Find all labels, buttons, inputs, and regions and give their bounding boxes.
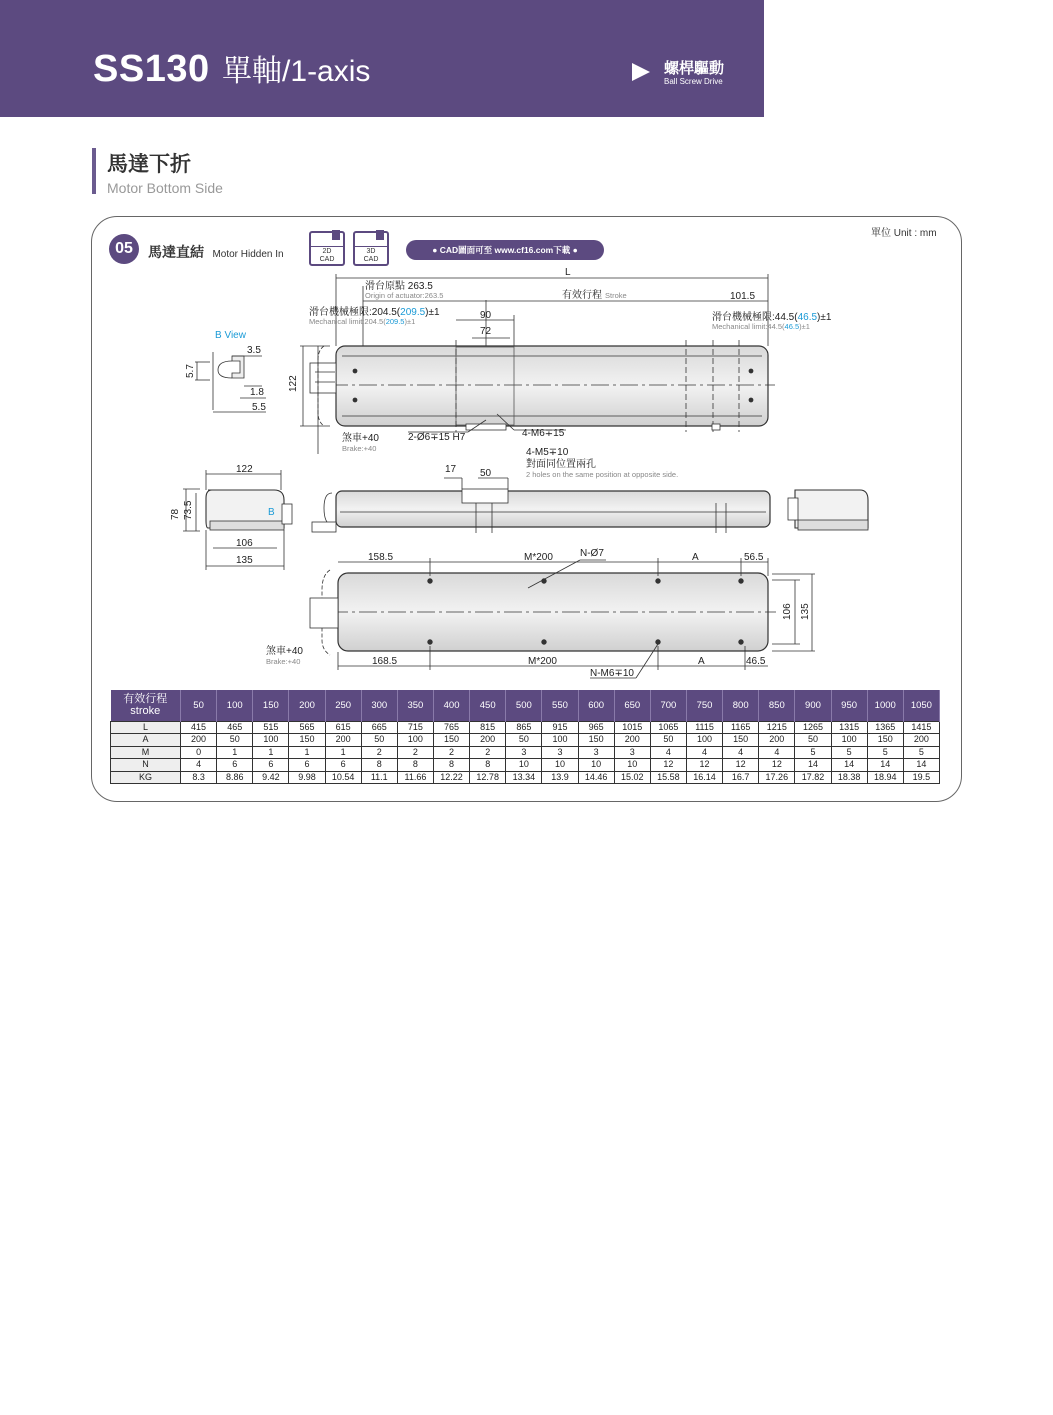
table-cell: 50 — [650, 734, 686, 747]
dim-78: 78 — [170, 508, 181, 520]
spec-table — [110, 690, 940, 784]
dim-135-vertical: 135 — [800, 603, 811, 620]
table-header-cell: 850 — [759, 690, 795, 721]
mech-limit-right-en: Mechanical limit:44.5(46.5)±1 — [712, 322, 810, 331]
table-cell: 50 — [361, 734, 397, 747]
table-header-cell: 700 — [650, 690, 686, 721]
table-row-label: L — [111, 721, 181, 734]
dim-72: 72 — [480, 326, 492, 337]
table-cell: 10 — [506, 759, 542, 772]
cad-3d-top: 3D — [366, 248, 376, 255]
table-cell: 6 — [253, 759, 289, 772]
table-cell: 10 — [578, 759, 614, 772]
table-cell: 10 — [614, 759, 650, 772]
table-header-cell: 400 — [433, 690, 469, 721]
brake-label-bottom-zh: 煞車+40 — [266, 646, 303, 657]
table-cell: 200 — [614, 734, 650, 747]
drive-zh: 螺桿驅動 — [664, 60, 725, 77]
table-cell: 200 — [181, 734, 217, 747]
end-view-right — [788, 490, 868, 530]
table-cell: 16.14 — [686, 771, 722, 784]
table-cell: 0 — [181, 746, 217, 759]
table-cell: 12.22 — [433, 771, 469, 784]
table-cell: 5 — [795, 746, 831, 759]
drive-en: Ball Screw Drive — [664, 77, 723, 86]
table-row-label: N — [111, 759, 181, 772]
table-cell: 1265 — [795, 721, 831, 734]
table-cell: 14 — [867, 759, 903, 772]
table-header-stroke: 有效行程 stroke — [111, 690, 181, 721]
table-header-cell: 950 — [831, 690, 867, 721]
unit-label: 單位 Unit : mm — [871, 228, 937, 239]
panel-subtitle-en: Motor Hidden In — [212, 249, 284, 260]
mech-limit-left-zh: 滑台機械極限:204.5(209.5)±1 — [309, 307, 440, 318]
dim-90: 90 — [480, 310, 492, 321]
table-header-cell: 600 — [578, 690, 614, 721]
top-view — [310, 340, 775, 432]
table-cell: 18.38 — [831, 771, 867, 784]
table-cell: 1 — [217, 746, 253, 759]
cad-2d-bottom: CAD — [319, 256, 335, 263]
table-cell: 765 — [433, 721, 469, 734]
table-cell: 50 — [795, 734, 831, 747]
table-header-cell: 150 — [253, 690, 289, 721]
table-cell: 50 — [217, 734, 253, 747]
nm6-hole-label: N-M6∓10 — [590, 668, 634, 679]
table-cell: 6 — [217, 759, 253, 772]
cad-3d-bottom: CAD — [363, 256, 379, 263]
dim-122-end: 122 — [236, 464, 253, 475]
table-header-cell: 1050 — [903, 690, 939, 721]
table-header-cell: 900 — [795, 690, 831, 721]
table-cell: 715 — [397, 721, 433, 734]
table-cell: 1165 — [723, 721, 759, 734]
cad-2d-top: 2D — [322, 248, 332, 255]
table-cell: 5 — [867, 746, 903, 759]
table-cell: 200 — [325, 734, 361, 747]
table-cell: 11.1 — [361, 771, 397, 784]
dim-56-5: 56.5 — [744, 552, 764, 563]
opposite-side-en: 2 holes on the same position at opposite side. — [526, 470, 679, 479]
table-cell: 1 — [325, 746, 361, 759]
table-row — [111, 771, 940, 784]
table-cell: 4 — [686, 746, 722, 759]
table-cell: 12 — [686, 759, 722, 772]
table-row — [111, 734, 940, 747]
table-cell: 465 — [217, 721, 253, 734]
table-row — [111, 746, 940, 759]
table-cell: 15.02 — [614, 771, 650, 784]
table-cell: 150 — [433, 734, 469, 747]
table-row — [111, 759, 940, 772]
table-row-label: KG — [111, 771, 181, 784]
table-cell: 50 — [506, 734, 542, 747]
mech-limit-right-zh: 滑台機械極限:44.5(46.5)±1 — [712, 312, 832, 323]
dim-135: 135 — [236, 555, 253, 566]
table-cell: 1015 — [614, 721, 650, 734]
table-cell: 3 — [506, 746, 542, 759]
table-cell: 12.78 — [470, 771, 506, 784]
table-cell: 2 — [361, 746, 397, 759]
table-cell: 2 — [433, 746, 469, 759]
table-cell: 665 — [361, 721, 397, 734]
table-cell: 1065 — [650, 721, 686, 734]
table-cell: 865 — [506, 721, 542, 734]
table-cell: 19.5 — [903, 771, 939, 784]
table-cell: 5 — [831, 746, 867, 759]
table-cell: 8.86 — [217, 771, 253, 784]
m5-hole-label: 4-M5∓10 — [526, 447, 569, 458]
stroke-label-en: Stroke — [605, 291, 627, 300]
opposite-side-zh: 對面同位置兩孔 — [526, 459, 596, 470]
table-header-cell: 450 — [470, 690, 506, 721]
table-cell: 18.94 — [867, 771, 903, 784]
dim-101-5: 101.5 — [730, 291, 756, 302]
table-cell: 12 — [650, 759, 686, 772]
table-header-cell: 750 — [686, 690, 722, 721]
table-cell: 1415 — [903, 721, 939, 734]
n-hole-label: N-Ø7 — [580, 548, 604, 559]
b-view-label: B View — [215, 330, 246, 341]
table-header-cell: 650 — [614, 690, 650, 721]
table-row-label: M — [111, 746, 181, 759]
table-cell: 565 — [289, 721, 325, 734]
table-header-cell: 200 — [289, 690, 325, 721]
table-header-cell: 800 — [723, 690, 759, 721]
table-cell: 3 — [542, 746, 578, 759]
b-view-marker: B — [268, 507, 275, 518]
brake-label-en: Brake:+40 — [342, 444, 377, 453]
table-cell: 5 — [903, 746, 939, 759]
side-view — [312, 478, 770, 533]
table-cell: 4 — [723, 746, 759, 759]
table-cell: 615 — [325, 721, 361, 734]
table-cell: 100 — [253, 734, 289, 747]
table-cell: 915 — [542, 721, 578, 734]
table-cell: 13.34 — [506, 771, 542, 784]
table-cell: 1115 — [686, 721, 722, 734]
model-name: SS130 — [93, 48, 210, 90]
axis-en: /1-axis — [282, 55, 371, 88]
dim-106: 106 — [236, 538, 253, 549]
table-cell: 2 — [397, 746, 433, 759]
table-cell: 3 — [578, 746, 614, 759]
table-cell: 200 — [470, 734, 506, 747]
table-cell: 8 — [433, 759, 469, 772]
table-cell: 4 — [181, 759, 217, 772]
origin-label-en: Origin of actuator:263.5 — [365, 291, 444, 300]
dim-5-7: 5.7 — [185, 364, 196, 378]
stroke-label-zh: 有效行程 Stroke — [562, 290, 627, 301]
table-cell: 200 — [759, 734, 795, 747]
dim-3-5: 3.5 — [247, 345, 261, 356]
table-cell: 4 — [650, 746, 686, 759]
table-cell: 150 — [578, 734, 614, 747]
table-cell: 965 — [578, 721, 614, 734]
table-cell: 815 — [470, 721, 506, 734]
table-cell: 1315 — [831, 721, 867, 734]
dim-L: L — [565, 267, 571, 278]
table-header-cell: 500 — [506, 690, 542, 721]
cad-download-link[interactable]: ● CAD圖面可至 www.cf16.com下載 ● — [406, 240, 604, 260]
table-cell: 150 — [289, 734, 325, 747]
table-cell: 100 — [397, 734, 433, 747]
dim-122-vertical: 122 — [288, 375, 299, 392]
brake-label-bottom-en: Brake:+40 — [266, 657, 301, 666]
dim-m200-bottom: M*200 — [528, 656, 557, 667]
panel-number-badge: 05 — [109, 234, 139, 264]
table-header-cell: 250 — [325, 690, 361, 721]
axis-zh: 單軸 — [222, 55, 283, 88]
table-cell: 9.98 — [289, 771, 325, 784]
table-cell: 100 — [831, 734, 867, 747]
dim-50: 50 — [480, 468, 492, 479]
table-cell: 100 — [542, 734, 578, 747]
dim-A-bottom: A — [698, 656, 705, 667]
table-cell: 1365 — [867, 721, 903, 734]
dim-17: 17 — [445, 464, 457, 475]
table-cell: 150 — [723, 734, 759, 747]
table-cell: 150 — [867, 734, 903, 747]
table-header-cell: 1000 — [867, 690, 903, 721]
table-cell: 10.54 — [325, 771, 361, 784]
table-cell: 4 — [759, 746, 795, 759]
table-cell: 8 — [397, 759, 433, 772]
dim-A-top: A — [692, 552, 699, 563]
dim-1-8: 1.8 — [250, 387, 264, 398]
table-cell: 8.3 — [181, 771, 217, 784]
table-cell: 415 — [181, 721, 217, 734]
dowel-hole-label: 2-Ø6∓15 H7 — [408, 432, 466, 443]
table-cell: 17.82 — [795, 771, 831, 784]
table-cell: 15.58 — [650, 771, 686, 784]
section-title-en: Motor Bottom Side — [107, 180, 223, 196]
dim-158-5: 158.5 — [368, 552, 394, 563]
table-cell: 8 — [361, 759, 397, 772]
table-header-cell: 550 — [542, 690, 578, 721]
table-cell: 3 — [614, 746, 650, 759]
table-cell: 200 — [903, 734, 939, 747]
table-body — [111, 721, 940, 784]
table-cell: 9.42 — [253, 771, 289, 784]
table-cell: 8 — [470, 759, 506, 772]
table-header-cell: 50 — [181, 690, 217, 721]
panel-subtitle-zh: 馬達直結 — [148, 244, 204, 260]
table-row-label: A — [111, 734, 181, 747]
dim-46-5: 46.5 — [746, 656, 766, 667]
table-cell: 6 — [289, 759, 325, 772]
table-header-cell: 350 — [397, 690, 433, 721]
table-cell: 14 — [903, 759, 939, 772]
table-cell: 12 — [723, 759, 759, 772]
table-cell: 17.26 — [759, 771, 795, 784]
table-cell: 12 — [759, 759, 795, 772]
table-cell: 515 — [253, 721, 289, 734]
table-cell: 14.46 — [578, 771, 614, 784]
mech-limit-left-en: Mechanical limit:204.5(209.5)±1 — [309, 317, 416, 326]
brake-label-zh: 煞車+40 — [342, 433, 379, 444]
table-cell: 1 — [253, 746, 289, 759]
table-cell: 13.9 — [542, 771, 578, 784]
table-cell: 14 — [831, 759, 867, 772]
table-row — [111, 721, 940, 734]
dim-106-vertical: 106 — [782, 603, 793, 620]
table-header-cell: 300 — [361, 690, 397, 721]
table-cell: 1215 — [759, 721, 795, 734]
origin-label-zh: 滑台原點 263.5 — [365, 281, 433, 292]
dim-73-5: 73.5 — [183, 500, 194, 520]
dim-168-5: 168.5 — [372, 656, 398, 667]
table-cell: 14 — [795, 759, 831, 772]
table-cell: 10 — [542, 759, 578, 772]
section-title-zh: 馬達下折 — [107, 153, 191, 176]
table-cell: 6 — [325, 759, 361, 772]
table-cell: 100 — [686, 734, 722, 747]
table-header-row — [111, 690, 940, 721]
dim-m200-top: M*200 — [524, 552, 553, 563]
m6-hole-label: 4-M6∓15 — [522, 428, 565, 439]
table-cell: 11.66 — [397, 771, 433, 784]
table-cell: 2 — [470, 746, 506, 759]
table-cell: 1 — [289, 746, 325, 759]
table-header-cell: 100 — [217, 690, 253, 721]
table-cell: 16.7 — [723, 771, 759, 784]
dim-5-5: 5.5 — [252, 402, 266, 413]
